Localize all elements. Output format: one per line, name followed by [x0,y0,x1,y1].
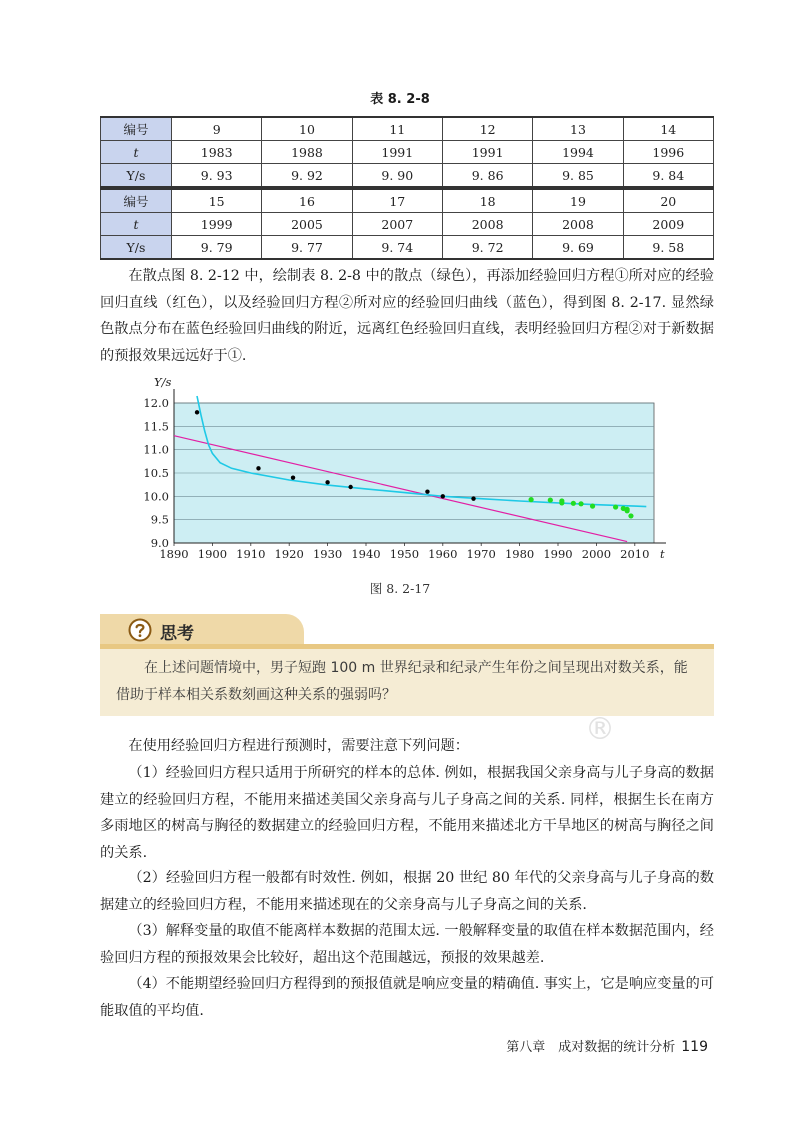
data-point [571,501,576,506]
x-tick-label: 1990 [543,547,573,561]
table-cell: 9 [172,117,262,141]
data-point [441,494,445,498]
table-cell: 2005 [262,213,352,236]
table-cell: 9. 93 [172,164,262,188]
data-point [256,466,260,470]
table-cell: 13 [533,117,623,141]
table-cell: 2007 [352,213,442,236]
x-axis-label: t [660,547,665,561]
paragraph-intro: 在使用经验回归方程进行预测时，需要注意下列问题： [128,738,469,754]
page-footer [506,1036,708,1055]
data-point [578,501,583,506]
table-cell: 12 [442,117,532,141]
table-row [101,117,714,141]
y-tick-label: 11.0 [143,442,169,457]
watermark: ® [585,712,615,747]
table-cell: 1988 [262,141,352,164]
table-cell: 20 [623,189,713,213]
table-cell: 9. 86 [442,164,532,188]
x-tick-label: 1960 [428,547,458,561]
chapter-title: 第八章 成对数据的统计分析 [506,1040,676,1055]
data-point [559,500,564,505]
table-cell: 10 [262,117,352,141]
x-tick-label: 1980 [504,547,535,561]
table-cell: 1983 [172,141,262,164]
table-cell: 17 [352,189,442,213]
y-tick-label: 12.0 [143,396,169,410]
list-item: （3）解释变量的取值不能离样本数据的范围太远. 一般解释变量的取值在样本数据范围内，经验回归方程的预报效果会比较好，超出这个范围越远，预报的效果越差. [100,923,714,966]
table-cell: 2008 [533,213,623,236]
table-cell: 18 [442,189,532,213]
table-cell: 19 [533,189,623,213]
figure-caption: 图 8. 2-17 [369,581,431,596]
table-row [101,213,714,236]
table-cell: 9. 77 [262,236,352,260]
x-tick-label: 1940 [351,547,381,561]
table-cell: 1991 [442,141,532,164]
data-point [625,508,630,513]
table-row [101,189,714,213]
table-cell: 14 [623,117,713,141]
table-cell: 9. 69 [533,236,623,260]
data-point [325,480,329,484]
table-caption: 表 8. 2-8 [370,92,430,107]
x-tick-label: 1890 [159,547,189,561]
list-item: （2）经验回归方程一般都有时效性. 例如，根据 20 世纪 80 年代的父亲身高与儿子身高的数据建立的经验回归方程，不能用来描述现在的父亲身高与儿子身高之间的关系. [100,870,714,913]
x-tick-label: 1970 [466,547,496,561]
data-point [425,489,429,493]
y-tick-label: 11.5 [143,419,169,434]
page-number: 119 [681,1039,708,1055]
x-tick-label: 2000 [581,547,612,561]
table-cell: 9. 79 [172,236,262,260]
row-header: Y/s [101,164,172,188]
data-point [628,513,633,518]
data-point [529,497,534,502]
x-tick-label: 1900 [197,547,228,561]
table-cell: 9. 58 [623,236,713,260]
table-cell: 2008 [442,213,532,236]
table-row [101,164,714,188]
data-point [195,410,199,414]
data-point [348,485,352,489]
x-tick-label: 1930 [312,547,343,561]
row-header: t [101,141,172,164]
table-row [101,236,714,260]
row-header: 编号 [101,117,172,141]
table-cell: 9. 72 [442,236,532,260]
table-cell: 9. 85 [533,164,623,188]
data-point [471,496,475,500]
table-row [101,141,714,164]
table-cell: 11 [352,117,442,141]
table-cell: 2009 [623,213,713,236]
table-cell: 1999 [172,213,262,236]
list-item: （4）不能期望经验回归方程得到的预报值就是响应变量的精确值. 事实上，它是响应变量的可能取值的平均值. [100,976,714,1019]
think-box [100,614,714,716]
scatter-chart [140,378,670,578]
x-tick-label: 2010 [620,547,650,561]
data-table-part1 [100,116,714,188]
table-cell: 9. 90 [352,164,442,188]
y-tick-label: 10.5 [143,466,169,480]
data-point [590,504,595,509]
data-point [548,497,553,502]
table-cell: 15 [172,189,262,213]
table-cell: 1994 [533,141,623,164]
table-cell: 9. 92 [262,164,352,188]
y-tick-label: 10.0 [143,489,169,504]
table-cell: 16 [262,189,352,213]
think-text: 在上述问题情境中，男子短跑 100 m 世界纪录和纪录产生年份之间呈现出对数关系，能借助于样本相关系数刻画这种关系的强弱吗？ [116,660,688,703]
y-axis-label: Y/s [154,378,172,389]
x-tick-label: 1920 [274,547,304,561]
paragraph-scatter-description: 在散点图 8. 2-12 中，绘制表 8. 2-8 中的散点（绿色），再添加经验回归方程①所对应的经验回归直线（红色），以及经验回归方程②所对应的经验回归曲线（蓝色），得到图 8. 2-17. 显然绿色散点分布在蓝色经验回归曲线的附近，远离红色经验回归直线，表明经验回归方程②对于新数据的预报效果远远好于①. [100,268,714,364]
data-point [291,475,295,479]
table-cell: 1991 [352,141,442,164]
table-cell: 1996 [623,141,713,164]
question-icon [128,618,152,642]
think-title: 思考 [160,624,194,644]
row-header: t [101,213,172,236]
row-header: 编号 [101,189,172,213]
list-item: （1）经验回归方程只适用于所研究的样本的总体. 例如，根据我国父亲身高与儿子身高的数据建立的经验回归方程，不能用来描述美国父亲身高与儿子身高之间的关系. 同样，根据生长在南方多雨地区的树高与胸径的数据建立的经验回归方程，不能用来描述北方干旱地区的树高与胸径之间的关系. [100,765,714,861]
y-tick-label: 9.5 [150,512,169,527]
table-cell: 9. 74 [352,236,442,260]
row-header: Y/s [101,236,172,260]
x-tick-label: 1910 [236,547,266,561]
data-point [613,504,618,509]
data-table-part2 [100,188,714,260]
y-tick-label: 9.0 [150,536,169,550]
table-cell: 9. 84 [623,164,713,188]
x-tick-label: 1950 [389,547,420,561]
